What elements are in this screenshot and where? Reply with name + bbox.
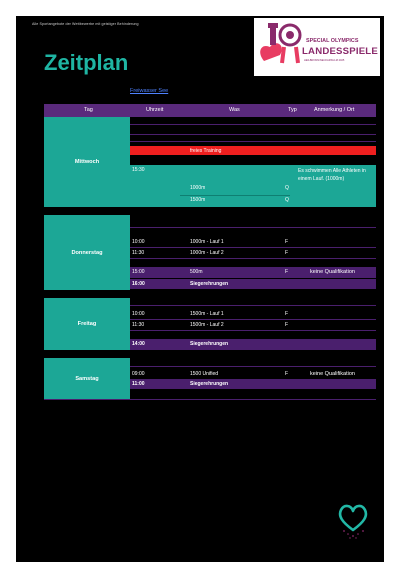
cell-was: Siegerehrungen	[190, 281, 229, 287]
cell-uhrzeit: 09:00	[132, 371, 145, 377]
cell-was: freies Training	[190, 148, 222, 154]
cell-was: 1500m - Lauf 2	[190, 322, 224, 328]
row-separator	[130, 366, 376, 367]
row-separator	[130, 227, 376, 228]
row-separator	[130, 124, 376, 125]
day-donnerstag: Donnerstag	[44, 215, 130, 290]
row-separator	[130, 330, 376, 331]
table-row	[130, 309, 376, 319]
cell-uhrzeit: 11:00	[132, 381, 145, 387]
cell-anmerkung: keine Qualifikation	[310, 371, 355, 377]
row-separator	[130, 258, 376, 259]
cell-uhrzeit: 10:00	[132, 239, 145, 245]
cell-typ: F	[285, 322, 289, 328]
logo-line-3: HEILBRONN/NECKARSULM 2025	[304, 59, 345, 62]
row-separator	[130, 305, 376, 306]
cell-typ: Q	[285, 185, 289, 191]
cell-was: 1500 Unified	[190, 371, 219, 377]
cell-typ: F	[285, 371, 289, 377]
cell-uhrzeit: 15:30	[132, 167, 145, 173]
row-separator	[130, 134, 376, 135]
section-title-link[interactable]: Freiwasser See	[130, 88, 169, 94]
cell-was: 1000m - Lauf 1	[190, 239, 224, 245]
header-typ: Typ	[288, 107, 297, 113]
table-row	[130, 146, 376, 155]
header-was: Was	[229, 107, 240, 113]
table-row	[130, 267, 376, 278]
table-row	[130, 237, 376, 247]
cell-anmerkung: keine Qualifikation	[310, 269, 355, 275]
logo-emblem-icon	[256, 19, 306, 75]
topline-text: Alle Sportangebote der Wettbewerbe mit geistiger Behinderung	[32, 22, 139, 26]
cell-uhrzeit: 15:00	[132, 269, 145, 275]
row-separator	[180, 195, 290, 196]
day-mittwoch: Mittwoch	[44, 117, 130, 207]
cell-was: Siegerehrungen	[190, 341, 229, 347]
cell-typ: F	[285, 311, 289, 317]
cell-was: 1500m	[190, 197, 206, 203]
cell-was: 1000m - Lauf 2	[190, 250, 224, 256]
logo-line-2: LANDESSPIELE	[302, 46, 378, 57]
table-row	[130, 165, 376, 207]
table-header	[44, 104, 376, 117]
table-row	[130, 339, 376, 350]
cell-uhrzeit: 10:00	[132, 311, 145, 317]
page-title: Zeitplan	[44, 50, 129, 75]
heart-icon	[336, 500, 370, 540]
day-freitag: Freitag	[44, 298, 130, 350]
cell-was: 1000m	[190, 185, 206, 191]
table-row	[130, 379, 376, 389]
table-row	[130, 320, 376, 330]
special-olympics-logo-icon	[254, 18, 380, 76]
cell-uhrzeit: 16:00	[132, 281, 145, 287]
cell-was: 500m	[190, 269, 203, 275]
cell-was: Siegerehrungen	[190, 381, 229, 387]
table-bottom-rule	[44, 399, 376, 400]
cell-uhrzeit: 14:00	[132, 341, 145, 347]
table-row	[130, 369, 376, 379]
header-tag: Tag	[84, 107, 93, 113]
row-separator	[130, 141, 376, 142]
header-anmerkung: Anmerkung / Ort	[314, 107, 355, 113]
cell-uhrzeit: 11:30	[132, 250, 145, 256]
table-row	[130, 248, 376, 258]
logo-line-1: SPECIAL OLYMPICS	[306, 38, 359, 44]
cell-anmerkung: Es schwimmen Alle Athleten in einem Lauf. (1000m)	[298, 168, 366, 182]
header-uhrzeit: Uhrzeit	[146, 107, 164, 113]
cell-uhrzeit: 11:30	[132, 322, 145, 328]
cell-typ: F	[285, 239, 289, 245]
cell-typ: F	[285, 250, 289, 256]
cell-typ: Q	[285, 197, 289, 203]
cell-typ: F	[285, 269, 289, 275]
table-row	[130, 279, 376, 289]
cell-was: 1500m - Lauf 1	[190, 311, 224, 317]
day-samstag: Samstag	[44, 358, 130, 400]
